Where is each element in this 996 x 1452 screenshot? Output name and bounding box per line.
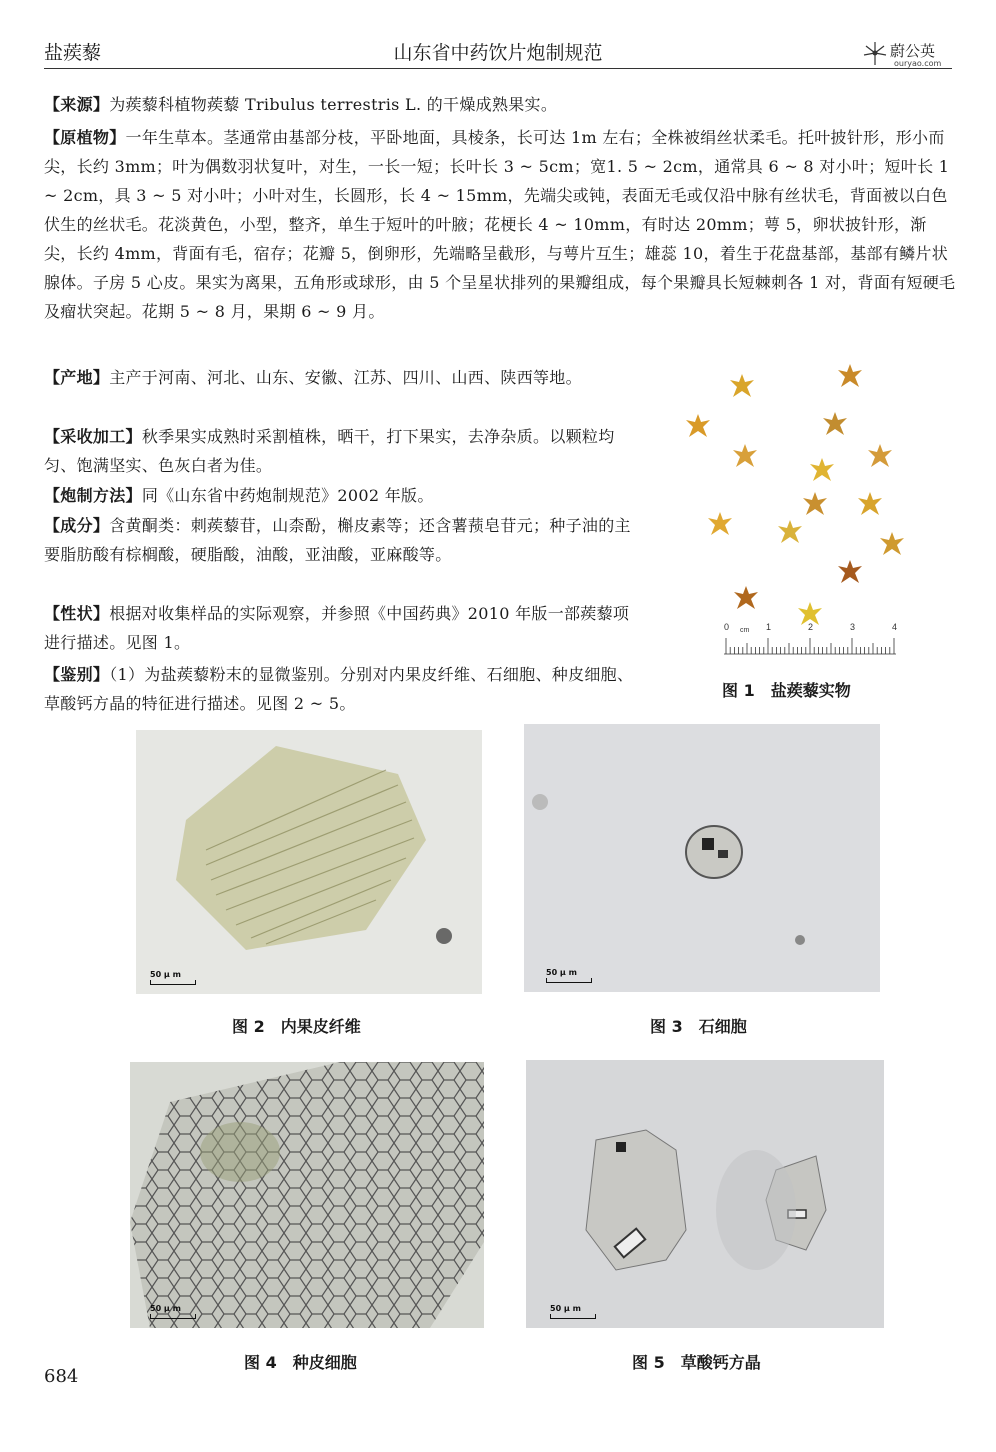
- page-number: 684: [44, 1366, 79, 1387]
- section-label: 【产地】: [44, 368, 110, 387]
- ruler-unit: cm: [740, 627, 750, 634]
- figure-2-scalebar: 50 μ m: [150, 970, 196, 985]
- calcium-oxalate-crystal-image: [526, 1060, 884, 1328]
- ruler-label-3: 3: [850, 622, 856, 632]
- figure-5-caption: 图 5 草酸钙方晶: [632, 1353, 761, 1372]
- section-text: 秋季果实成熟时采割植株，晒干，打下果实，去净杂质。以颗粒均匀、饱满坚实、色灰白者为佳。: [44, 427, 615, 475]
- figure-5-micrograph: [526, 1060, 884, 1328]
- section-text: 为蒺藜科植物蒺藜 Tribulus terrestris L. 的干燥成熟果实。: [109, 95, 558, 114]
- section-source: [44, 90, 956, 119]
- section-label: 【成分】: [44, 516, 110, 535]
- section-text: 根据对收集样品的实际观察，并参照《中国药典》2010 年版一部蒺藜项进行描述。见图 1。: [44, 604, 630, 652]
- section-identification: [44, 660, 636, 718]
- logo-url-text: ouryao.com: [894, 59, 942, 68]
- fruit-specimens: [686, 364, 904, 625]
- section-label: 【鉴别】: [44, 665, 110, 684]
- section-characteristics: [44, 599, 636, 657]
- stone-cell-image: [524, 724, 880, 992]
- section-label: 【原植物】: [44, 128, 126, 147]
- figure-3-scalebar: 50 μ m: [546, 968, 592, 983]
- section-harvest: [44, 422, 636, 480]
- ruler-label-0: 0: [724, 622, 730, 632]
- section-components: [44, 511, 636, 569]
- figure-4-scalebar: 50 μ m: [150, 1304, 196, 1319]
- header-rule: [44, 68, 952, 69]
- section-label: 【性状】: [44, 604, 110, 623]
- section-text: 主产于河南、河北、山东、安徽、江苏、四川、山西、陕西等地。: [109, 368, 582, 387]
- running-header-title: 盐蒺藜: [44, 42, 102, 64]
- section-text: 一年生草本。茎通常由基部分枝，平卧地面，具棱条，长可达 1m 左右；全株被绢丝状柔毛。托叶披针形，形小而尖，长约 3mm；叶为偶数羽状复叶，对生，一长一短；长叶长 3 ~ 5cm；宽1. 5 ~ 2cm，通常具 6 ~ 8 对小叶；短叶长 1 ~ 2cm，具 3 ~ 5 对小叶；小叶对生，长圆形，长 4 ~ 15mm，先端尖或钝，表面无毛或仅沿中脉有丝状毛，背面被以白色伏生的丝状毛。花淡黄色，小型，整齐，单生于短叶的叶腋；花梗长 4 ~ 10mm，有时达 20mm；萼 5，卵状披针形，渐尖，长约 4mm，背面有毛，宿存；花瓣 5，倒卵形，先端略呈截形，与萼片互生；雄蕊 10，着生于花盘基部，基部有鳞片状腺体。子房 5 心皮。果实为离果，五角形或球形，由 5 个呈星状排列的果瓣组成，每个果瓣具长短棘刺各 1 对，背面有短硬毛及瘤状突起。花期 5 ~ 8 月，果期 6 ~ 9 月。: [44, 128, 956, 321]
- section-processing: [44, 481, 636, 510]
- figure-1-caption: 图 1 盐蒺藜实物: [722, 681, 851, 700]
- running-header-book-title: 山东省中药饮片炮制规范: [393, 42, 603, 64]
- dandelion-logo-icon: [862, 40, 888, 66]
- section-label: 【来源】: [44, 95, 110, 114]
- ruler-label-4: 4: [892, 622, 898, 632]
- section-label: 【采收加工】: [44, 427, 142, 446]
- figure-1-ruler: [724, 620, 900, 660]
- endocarp-fiber-image: [136, 730, 482, 994]
- section-origin: [44, 363, 636, 392]
- figure-3-micrograph: [524, 724, 880, 992]
- figure-4-caption: 图 4 种皮细胞: [244, 1353, 357, 1372]
- figure-1-fruit-photo: [680, 336, 910, 666]
- section-plant: [44, 123, 956, 326]
- figure-5-scalebar: 50 μ m: [550, 1304, 596, 1319]
- figure-2-micrograph: [136, 730, 482, 994]
- seed-coat-cell-image: [130, 1062, 484, 1328]
- logo-brand-text: 蔚公英: [890, 42, 936, 60]
- figure-2-caption: 图 2 内果皮纤维: [232, 1017, 361, 1036]
- section-text: 含黄酮类：刺蒺藜苷，山柰酚，槲皮素等；还含薯蓣皂苷元；种子油的主要脂肪酸有棕榈酸，硬脂酸，油酸，亚油酸，亚麻酸等。: [44, 516, 631, 564]
- ruler-label-2: 2: [808, 622, 814, 632]
- publisher-logo: [862, 40, 942, 76]
- ruler-label-1: 1: [766, 622, 772, 632]
- section-label: 【炮制方法】: [44, 486, 142, 505]
- figure-4-micrograph: [130, 1062, 484, 1328]
- section-text: （1）为盐蒺藜粉末的显微鉴别。分别对内果皮纤维、石细胞、种皮细胞、草酸钙方晶的特征进行描述。见图 2 ~ 5。: [44, 665, 634, 713]
- section-text: 同《山东省中药炮制规范》2002 年版。: [141, 486, 434, 505]
- figure-3-caption: 图 3 石细胞: [650, 1017, 747, 1036]
